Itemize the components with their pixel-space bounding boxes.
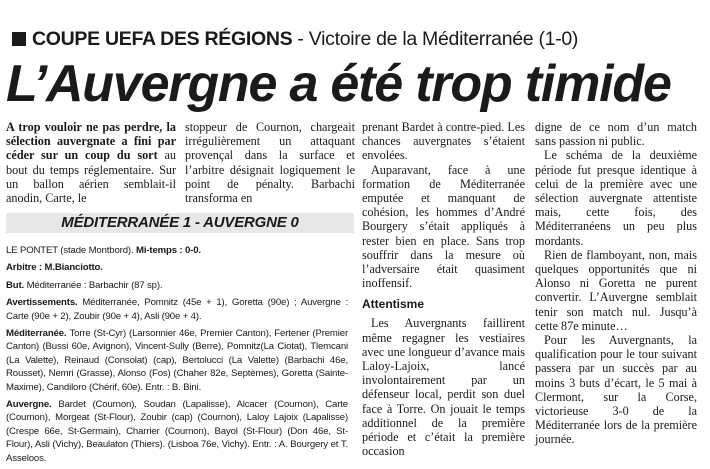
paragraph: Auparavant, face à une formation de Méditerranée emputée et manquant de cohésion, les hommes d’André Bourgery s’était appliqués à rester bien en place. Sans trop souffrir dans la mesure où l’adversaire était quasiment inoffensif. (362, 162, 525, 291)
team2-lineup: Bardet (Cournon), Soudan (Lapalisse), Alcacer (Cournon), Carte (Cournon), Morgeat (St-Flour), Zoubir (cap) (Cournon), Laloy Lajoix (Lapalisse) (Crespe 66e, St-Germain), Charrier (Cournon), Bayol (St-Flour) (Don 46e, St-Flour), Asli (Vichy), Beaulaton (Thiers). (Lisboa 76e, Vichy). Entr. : A. Bourgery et T. Asseloos. (6, 399, 348, 464)
lead-paragraph (6, 120, 176, 205)
paragraph: Les Auvergnants faillirent même regagner les vestiaires avec une longueur d’avance mais Laloy-Lajoix, lancé involontairement par un défenseur local, perdit son duel face à Torre. On jouait le temps additionnel de la première période et c’était la première occasion (362, 316, 525, 459)
lead-text: A trop vouloir ne pas perdre, la sélection auvergnate a fini par céder sur un coup du sort (6, 120, 176, 163)
match-facts (6, 244, 348, 469)
paragraph: digne de ce nom d’un match sans passion ni public. (535, 120, 697, 149)
warnings: Méditerranée, Pomnitz (45e + 1), Goretta (90e) ; Auvergne : Carte (90e + 2), Zoubir (90e + 4), Asli (90e + 4). (6, 297, 348, 322)
goal: Méditerranée : Barbachir (87 sp). (26, 279, 163, 291)
venue-line (6, 244, 348, 257)
column-2 (185, 120, 355, 205)
paragraph: prenant Bardet à contre-pied. Les chances auvergnates s’étaient envolées. (362, 120, 525, 163)
team1-lineup: Torre (St-Cyr) (Larsonnier 46e, Premier Canton), Fertener (Premier Canton) (Bussi 60e, Avignon), Vincent-Sully (Berre), Pomnitz(La Ciotat), Tlemcani (La Valette), Reinaud (Consolat) (cap), Bertolucci (La Valette) (Barbachi 46e, Rousset), Nemri (Grasse), Alonso (Fos) (Chaher 82e, Septèmes), Goretta (Sainte-Maxime), Candiloro (Chérif, 60e). Entr. : B. Bini. (6, 328, 348, 393)
team2-line (6, 398, 348, 465)
paragraph: Le schéma de la deuxième période fut presque identique à celui de la première avec une sélection auvergnate attentiste mais, cette fois, des Méditerranéens un peu plus mordants. (535, 148, 697, 248)
warnings-line (6, 296, 348, 323)
kicker-competition: COUPE UEFA DES RÉGIONS (32, 28, 293, 50)
kicker-separator: - (292, 28, 309, 50)
team1-line (6, 327, 348, 394)
scoreboard-banner: MÉDITERRANÉE 1 - AUVERGNE 0 (6, 213, 354, 233)
kicker-result: Victoire de la Méditerranée (1-0) (308, 28, 579, 50)
subheading: Attentisme (362, 297, 425, 312)
kicker-square-icon (12, 32, 26, 46)
goal-line (6, 279, 348, 292)
paragraph: stoppeur de Cournon, chargeait irrégulièrement un attaquant provençal dans la surface et l’arbitre désignait logiquement le point de pénalty. Barbachi transforma en (185, 120, 355, 206)
article-headline: L’Auvergne a été trop timide (6, 55, 671, 113)
referee: M.Bianciotto. (44, 262, 103, 274)
column-1 (6, 120, 176, 205)
team1-label: Méditerranée. (6, 328, 70, 340)
column-3 (362, 120, 525, 458)
lead-continuation: au bout du temps réglementaire. Sur un ballon aérien semblait-il anodin, Carte, le (6, 148, 176, 206)
article-kicker (12, 26, 702, 52)
paragraph: Pour les Auvergnants, la qualification pour le tour suivant passera par un succès par au moins 3 buts d’écart, le 5 mai à Clermont, sur la Corse, victorieuse 3-0 de la Méditerranée lors de la première journée. (535, 333, 697, 447)
goal-label: But. (6, 279, 27, 291)
paragraph: Rien de flamboyant, non, mais quelques opportunités que ni Alonso ni Goretta ne purent convertir. L’Auvergne semblait tenir son match nul. Jusqu’à cette 87e minute… (535, 247, 697, 333)
halftime: Mi-temps : 0-0. (136, 245, 201, 256)
warnings-label: Avertissements. (6, 297, 83, 309)
column-4 (535, 120, 697, 447)
referee-line (6, 261, 348, 274)
venue: LE PONTET (stade Montbord). (6, 245, 136, 256)
team2-label: Auvergne. (6, 399, 59, 411)
referee-label: Arbitre : (6, 262, 45, 274)
